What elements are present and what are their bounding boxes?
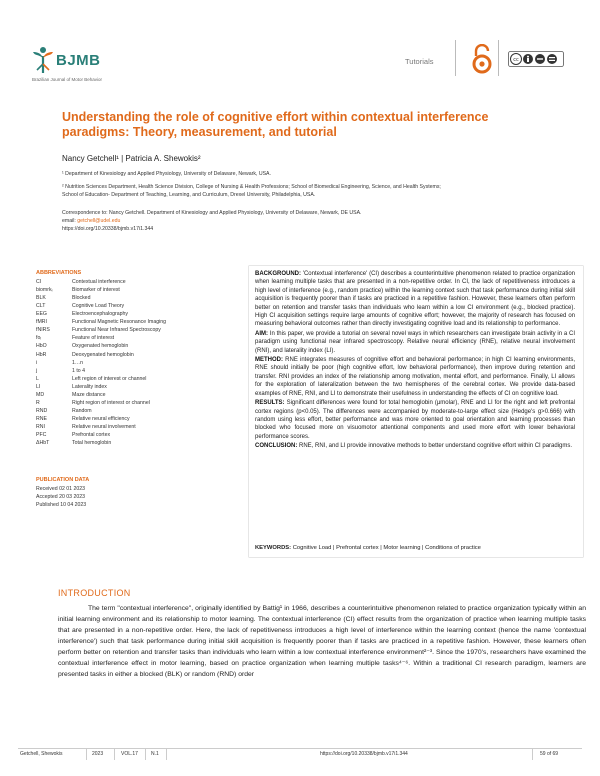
keywords-text: Cognitive Load | Prefrontal cortex | Motor learning | Conditions of practice <box>292 545 481 551</box>
affiliation: ¹ Department of Kinesiology and Applied Physiology, University of Delaware, Newark, USA. <box>62 171 271 177</box>
method-label: METHOD: <box>255 357 283 364</box>
abbreviation-definition: Relative neural efficiency <box>72 416 130 423</box>
email-label: email: <box>62 218 76 224</box>
abbreviation-definition: Random <box>72 407 92 414</box>
abbreviation-definition: Oxygenated hemoglobin <box>72 343 129 350</box>
abbreviation-term: fNIRS <box>36 327 50 334</box>
abbreviation-row <box>36 367 236 375</box>
abbreviation-row <box>36 391 236 399</box>
introduction-heading: INTRODUCTION <box>58 588 131 598</box>
abbreviation-term: LI <box>36 383 41 390</box>
abbreviation-row <box>36 375 236 383</box>
abbreviation-definition: Left region of interest or channel <box>72 375 147 382</box>
abbreviation-row <box>36 310 236 318</box>
footer-divider <box>166 748 167 760</box>
footer-authors: Getchell, Shewokis <box>20 751 63 757</box>
footer-year: 2023 <box>92 751 104 757</box>
journal-full-name: Brazilian Journal of Motor Behavior <box>32 77 103 82</box>
affiliation: School of Education- Department of Teaching, Learning, and Curriculum, Drexel University, Philadelphia, USA. <box>62 192 316 198</box>
abbreviation-term: ΔHbT <box>36 440 50 447</box>
abbreviation-term: RNI <box>36 424 45 431</box>
footer-doi[interactable]: https://doi.org/10.20338/bjmb.v17i1.344 <box>320 751 408 757</box>
abbreviation-term: fMRI <box>36 319 47 326</box>
abbreviation-term: i <box>36 359 38 366</box>
abbreviation-row <box>36 294 236 302</box>
abbreviation-definition: Functional Magnetic Resonance Imaging <box>72 319 167 326</box>
abbreviation-row <box>36 431 236 439</box>
abbreviation-row <box>36 439 236 447</box>
abbreviation-row <box>36 326 236 334</box>
abbreviation-definition: Laterality index <box>72 383 107 390</box>
header-divider <box>455 40 456 76</box>
abbreviation-term: HbR <box>36 351 47 358</box>
authors: Nancy Getchell¹ | Patricia A. Shewokis² <box>62 154 201 163</box>
abbreviation-definition: Feature of interest <box>72 335 115 342</box>
abbreviation-definition: 1 to 4 <box>72 367 85 374</box>
aim-label: AIM: <box>255 330 268 337</box>
abbreviation-row <box>36 407 236 415</box>
background-text: 'Contextual interference' (CI) describes a counterintuitive phenomenon related to practice organization when learning multiple tasks that are presented in a non-repetitive order. In CI, the lack of repetitiveness introduces a high level of interference (e.g., random practice) within the learning context such that task performance during initial skill acquisition is frequently poorer than if tasks are practiced in a repetitive fashion. However, these learners often perform better on retention and transfer tasks than individuals who learn within a low CI environment (e.g., blocked practice). High CI acquisition settings require large amounts of cognitive effort; however, the majority of research has focused on measuring behavioral outcomes rather than directly investigating cognitive load and its relationship to performance. <box>255 271 575 328</box>
abbreviation-definition: Deoxygenated hemoglobin <box>72 351 134 358</box>
abbreviation-row <box>36 415 236 423</box>
footer-divider <box>145 748 146 760</box>
abbreviation-term: MD <box>36 391 45 398</box>
conclusion-text: RNE, RNI, and LI provide innovative methods to better understand cognitive effort within CI paradigms. <box>299 443 573 450</box>
affiliation: ² Nutrition Sciences Department, Health Science Division, College of Nursing & Health Professions; School of Biomedical Engineering, Science, and Health Systems; <box>62 184 441 190</box>
abbreviations-heading: ABBREVIATIONS <box>36 270 82 276</box>
abbreviation-term: EEG <box>36 311 47 318</box>
abbreviation-term: j <box>36 367 38 374</box>
abbreviation-row <box>36 342 236 350</box>
abbreviation-term: RNE <box>36 416 47 423</box>
abbreviation-term: foᵢ <box>36 335 42 342</box>
abbreviation-row <box>36 302 236 310</box>
abbreviation-definition: Right region of interest or channel <box>72 399 150 406</box>
introduction-text: The term "contextual interference", originally identified by Battig¹ in 1966, describes a counterintuitive phenomenon related to practice organization typically within an initial learning environment and its relationship to motor learning. The contextual interference (CI) effect results from the organization of practice when learning multiple tasks that are presented in a non-repetitive order. Here, the lack of repetitiveness introduces a high level of interference within the learning context (hence the name 'contextual interference') such that task performance during initial skill acquisition is frequently poorer than if tasks are practiced in a repetitive fashion. However, these learners often perform better on retention and transfer tasks than individuals who learn within a low contextual interference environment²⁻³. Since the 1970's, researchers have examined the contextual interference effect in motor learning, based on practice organization when learning multiple tasks⁴⁻⁶. Within a traditional CI research paradigm, learners are presented tasks in either a blocked (BLK) or random (RND) order <box>58 605 586 679</box>
abbreviation-row <box>36 318 236 326</box>
abbreviation-definition: Functional Near Infrared Spectroscopy <box>72 327 161 334</box>
accepted-date: Accepted 20 03 2023 <box>36 494 86 500</box>
abbreviation-term: CI <box>36 279 42 285</box>
results-text: Significant differences were found for total hemoglobin (μmolar), RNE and LI for the right and left prefrontal cortex regions (p<0.05). The differences were accompanied by moderate-to-large effect size (Hedge's g>0.666) with random using less effort, better performance and was more oriented to goal orientation and learning processes than blocked who focused more on visuomotor attentional components and used more effort with lower behavioral performance scores. <box>255 400 575 440</box>
footer-divider <box>532 748 533 760</box>
abbreviation-term: L <box>36 375 39 382</box>
publication-data-heading: PUBLICATION DATA <box>36 477 90 483</box>
doi-link[interactable]: https://doi.org/10.20338/bjmb.v17i1.344 <box>62 226 154 232</box>
abbreviation-definition: Electroencephalography <box>72 311 128 318</box>
footer-page-number: 59 of 69 <box>540 751 559 757</box>
abbreviation-row <box>36 359 236 367</box>
received-date: Received 02 01 2023 <box>36 486 86 492</box>
abbreviation-definition: Total hemoglobin <box>72 440 112 447</box>
creative-commons-license-icon <box>508 51 564 67</box>
abbreviation-row <box>36 423 236 431</box>
background-label: BACKGROUND: <box>255 271 301 277</box>
method-text: RNE integrates measures of cognitive effort and behavioral performance; in high CI learning environments, RNE should initially be poor (high cognitive effort, low behavioral performance), then improve during retention and transfer. RNI provides an index of the relationship among motivation, mental effort, and performance. Finally, LI allows for the exploration of lateralization between the two hemispheres of the cerebral cortex. We provide data-based examples of RNE, RNI, and LI to demonstrate their usefulness in understanding the effects of CI on cognitive load. <box>255 357 576 397</box>
footer-rule <box>18 748 582 749</box>
abbreviation-definition: 1…n <box>72 359 83 366</box>
abbreviation-row <box>36 278 236 286</box>
footer-number: N.1 <box>151 751 159 757</box>
header-divider <box>498 40 499 76</box>
aim-text: In this paper, we provide a tutorial on several novel ways in which researchers can investigate brain activity in a CI paradigm using functional near infrared spectroscopy. Relative neural efficiency (RNE), relative neural involvement (RNI), and laterality index (LI). <box>255 330 575 354</box>
footer-volume: VOL.17 <box>121 751 138 757</box>
open-access-icon <box>471 44 493 74</box>
abbreviation-definition: Blocked <box>72 295 91 302</box>
correspondence: Correspondence to: Nancy Getchell. Department of Kinesiology and Applied Physiology, University of Delaware, Newark, DE USA. <box>62 210 362 216</box>
abbreviation-term: RND <box>36 407 48 414</box>
keywords <box>255 545 481 551</box>
conclusion-label: CONCLUSION: <box>255 443 298 450</box>
abbreviation-definition: Relative neural involvement <box>72 424 136 431</box>
abbreviation-definition: Prefrontal cortex <box>72 432 111 439</box>
abbreviation-term: CLT <box>36 303 46 310</box>
article-title: Understanding the role of cognitive effort within contextual interference paradigms: Theory, measurement, and tutorial <box>62 110 489 139</box>
email-link[interactable]: getchell@udel.edu <box>77 218 121 224</box>
abbreviation-row <box>36 334 236 342</box>
journal-abbrev: BJMB <box>56 52 101 69</box>
abbreviation-definition: Cognitive Load Theory <box>72 303 125 310</box>
abbreviation-term: biomrkᵢ <box>36 287 53 294</box>
abbreviation-definition: Maze distance <box>72 391 106 398</box>
abbreviation-row <box>36 286 236 294</box>
abbreviation-row <box>36 399 236 407</box>
abstract <box>255 270 575 452</box>
bjmb-logo-icon <box>32 44 54 74</box>
abbreviation-term: BLK <box>36 295 46 302</box>
svg-text:cc: cc <box>513 57 519 63</box>
section-label: Tutorials <box>405 57 434 66</box>
abbreviation-definition: Contextual interference <box>72 279 126 285</box>
email-line <box>62 218 562 225</box>
footer-divider <box>114 748 115 760</box>
abbreviation-term: PFC <box>36 432 47 439</box>
published-date: Published 10 04 2023 <box>36 502 87 508</box>
abbreviation-definition: Biomarker of interest <box>72 287 120 294</box>
keywords-label: KEYWORDS: <box>255 545 292 551</box>
abbreviation-term: R <box>36 399 40 406</box>
abbreviation-row <box>36 383 236 391</box>
results-label: RESULTS: <box>255 400 285 407</box>
abbreviation-term: HbO <box>36 343 47 350</box>
abbreviation-row <box>36 351 236 359</box>
footer-divider <box>86 748 87 760</box>
